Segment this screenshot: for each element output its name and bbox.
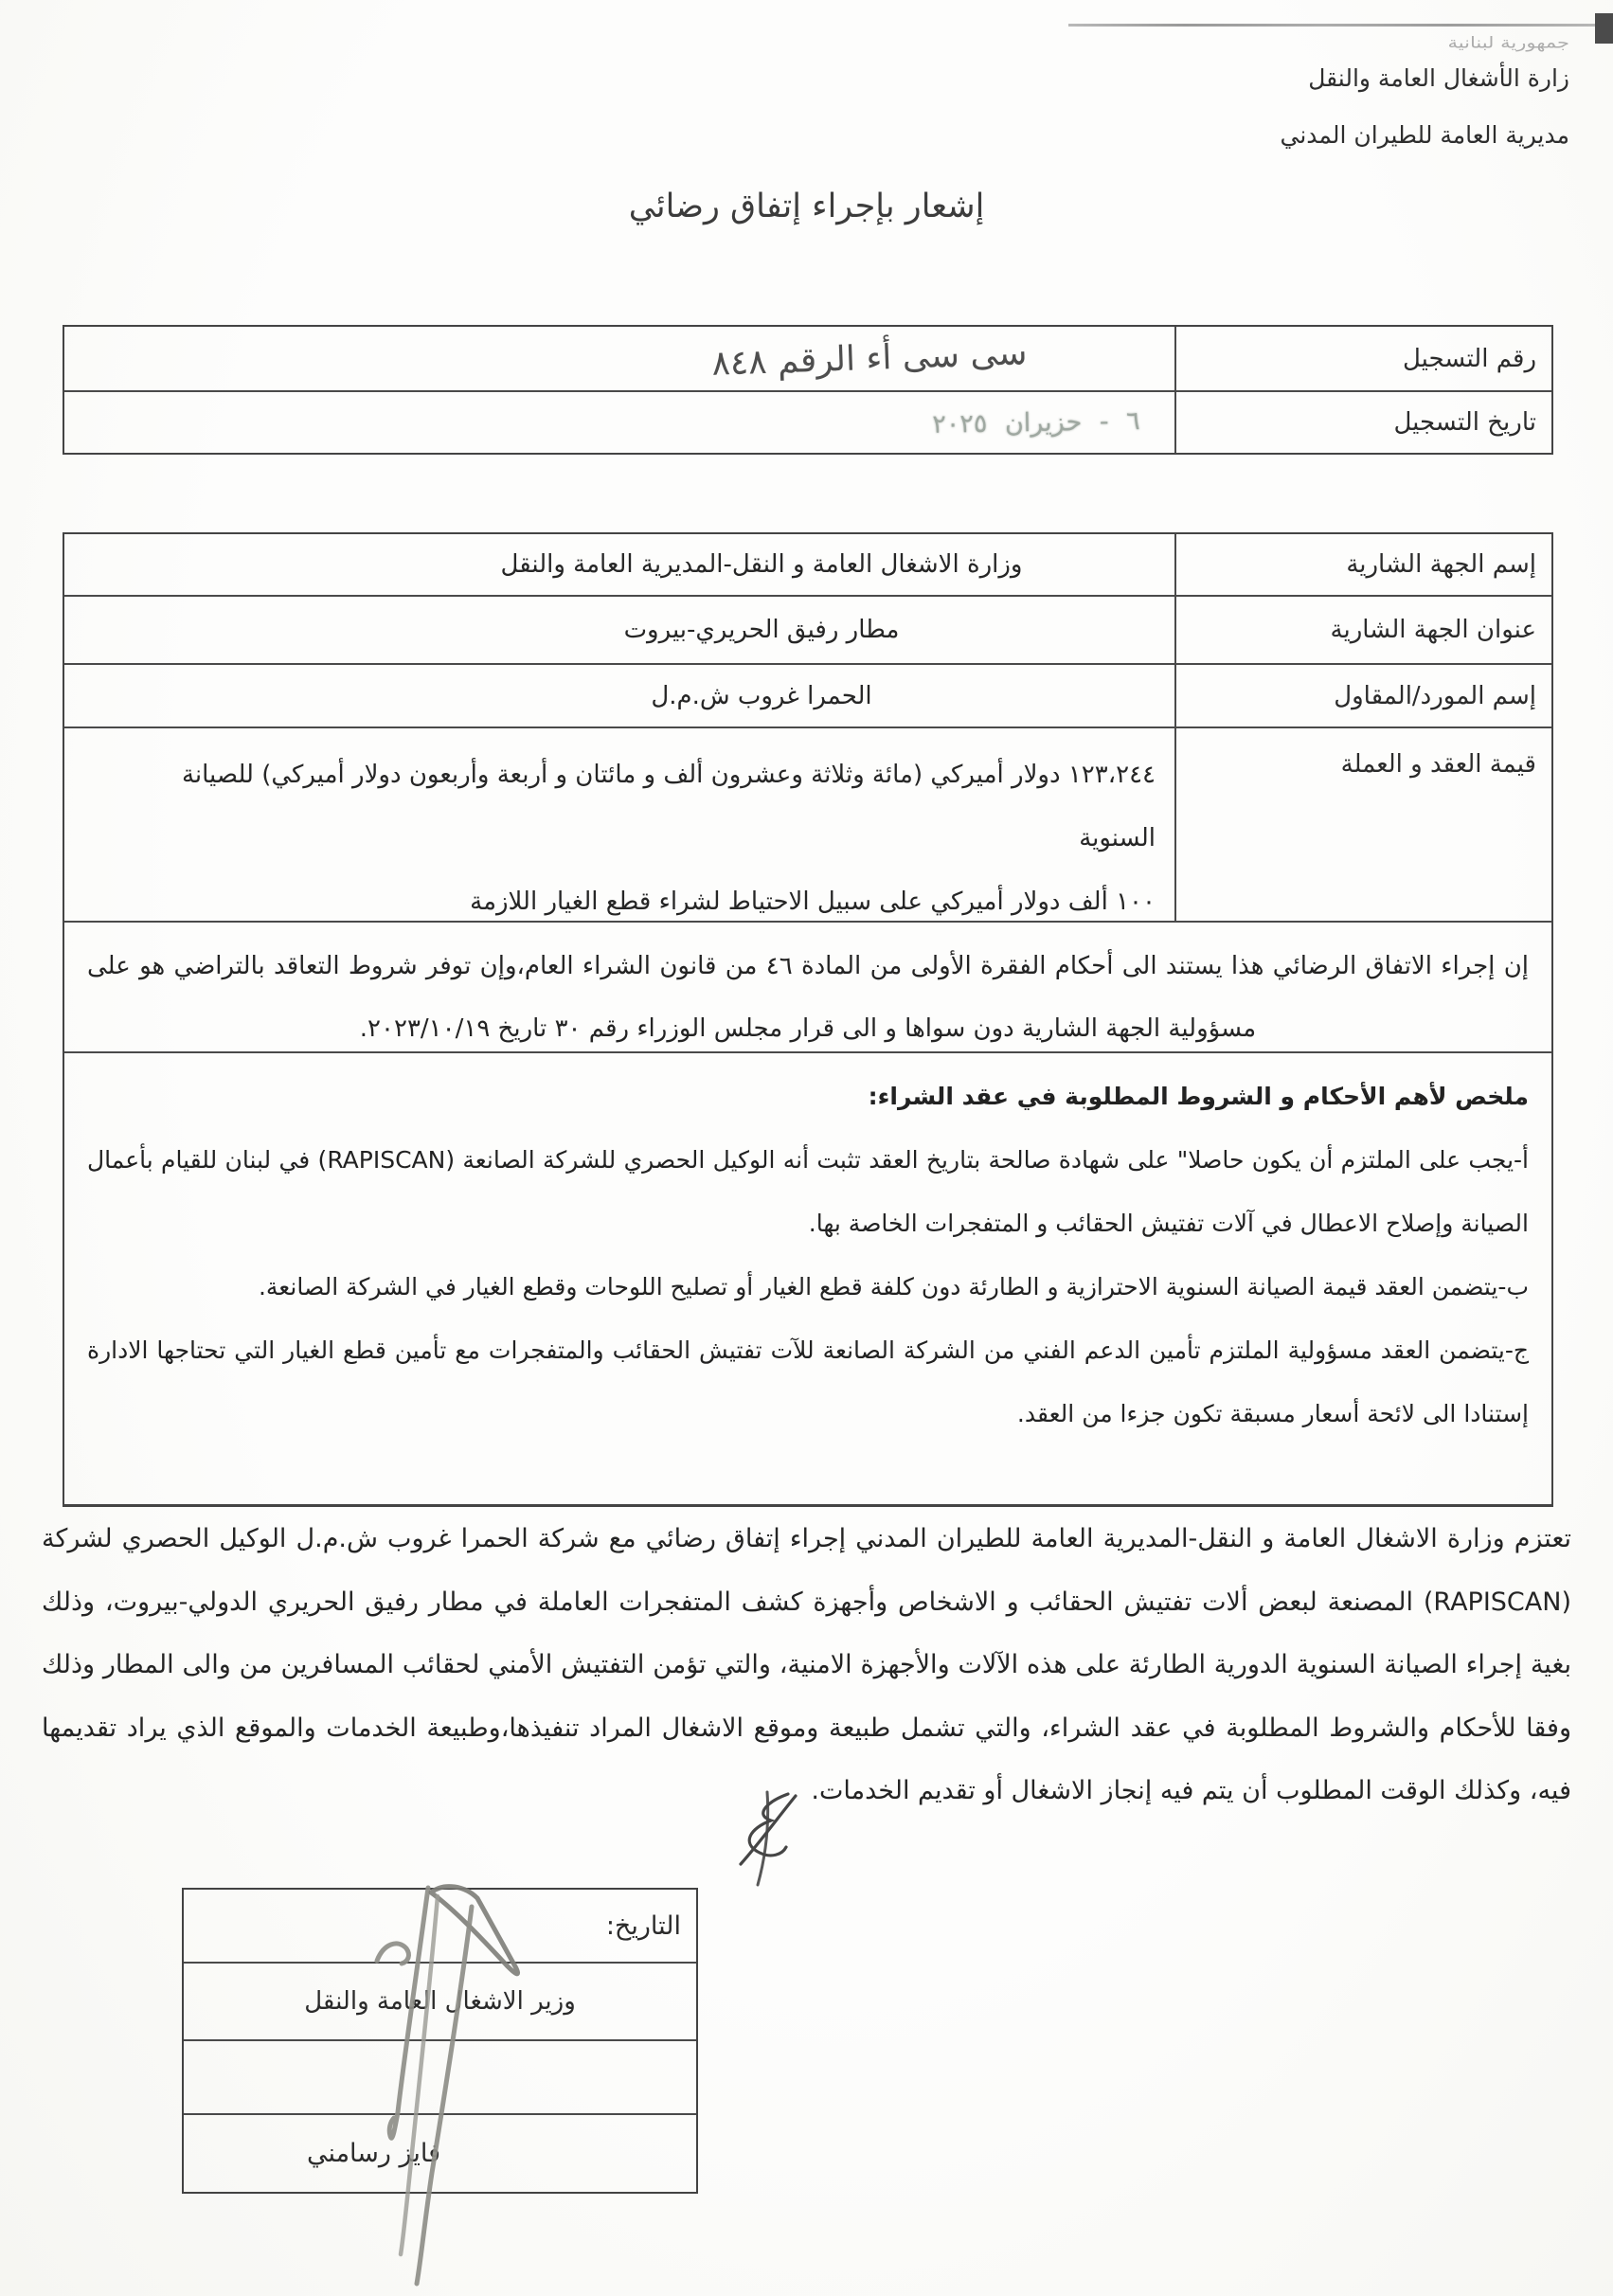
contract-value-annual-maintenance: ١٢٣،٢٤٤ دولار أميركي (مائة وثلاثة وعشرون ألف و مائتان و أربعة وأربعون دولار أميركي) للصيانة السنوية xyxy=(181,761,1156,852)
registration-date-row xyxy=(64,392,1551,453)
supplier-name-row xyxy=(64,665,1551,728)
supplier-name-label: إسم المورد/المقاول xyxy=(1174,665,1551,726)
buyer-name-row xyxy=(64,534,1551,597)
registration-number-value-cell xyxy=(64,327,1174,390)
letterhead-directorate-line: مديرية العامة للطيران المدني xyxy=(1280,121,1569,149)
registration-number-row xyxy=(64,327,1551,392)
registration-date-label: تاريخ التسجيل xyxy=(1174,392,1551,453)
document-title: إشعار بإجراء إتفاق رضائي xyxy=(628,188,985,225)
buyer-address-row xyxy=(64,597,1551,665)
terms-summary-heading: ملخص لأهم الأحكام و الشروط المطلوبة في عقد الشراء: xyxy=(868,1083,1529,1110)
minister-name: فايز رسامني xyxy=(306,2139,441,2168)
terms-summary-row xyxy=(64,1053,1551,1504)
terms-summary-item-c: ج-يتضمن العقد مسؤولية الملتزم تأمين الدعم الفني من الشركة الصانعة للآت تفتيش الحقائب والمتفجرات مع تأمين قطع الغيار التي تحتاجها الادارة إستنادا الى لائحة أسعار مسبقة تكون جزءا من العقد. xyxy=(87,1336,1529,1427)
contract-value-label: قيمة العقد و العملة xyxy=(1174,728,1551,921)
buyer-name-value: وزارة الاشغال العامة و النقل-المديرية العامة والنقل xyxy=(500,550,1023,579)
scan-artifact-line xyxy=(1068,24,1596,27)
legal-basis-row xyxy=(64,923,1551,1053)
signature-date-label: التاريخ: xyxy=(605,1910,681,1941)
signature-empty-row xyxy=(184,2041,696,2115)
contract-details-table xyxy=(63,532,1553,1507)
terms-summary-item-a: أ-يجب على الملتزم أن يكون حاصلا" على شهادة صالحة بتاريخ العقد تثبت أنه الوكيل الحصري للشركة الصانعة (RAPISCAN) في لبنان للقيام بأعمال الصيانة وإصلاح الاعطال في آلات تفتيش الحقائب و المتفجرات الخاصة بها. xyxy=(87,1146,1529,1237)
scan-artifact-corner-mark xyxy=(1595,13,1613,44)
terms-summary xyxy=(64,1053,1551,1445)
letterhead-ministry-line: زارة الأشغال العامة والنقل xyxy=(1308,64,1569,92)
letterhead-country-line: جمهورية لبنانية xyxy=(1447,33,1569,52)
contract-value-spare-parts-reserve: ١٠٠ ألف دولار أميركي على سبيل الاحتياط لشراء قطع الغيار اللازمة xyxy=(470,888,1156,916)
registration-table xyxy=(63,325,1553,455)
contract-value-cell xyxy=(64,728,1174,921)
intent-paragraph: تعتزم وزارة الاشغال العامة و النقل-المديرية العامة للطيران المدني إجراء إتفاق رضائي مع شركة الحمرا غروب ش.م.ل الوكيل الحصري لشركة (RAPISCAN) المصنعة لبعض ألات تفتيش الحقائب و الاشخاص وأجهزة كشف المتفجرات العاملة في مطار رفيق الحريري الدولي-بيروت، وذلك بغية إجراء الصيانة السنوية الدورية الطارئة على هذه الآلات والأجهزة الامنية، والتي تؤمن التفتيش الأمني لحقائب المسافرين من والى المطار وذلك وفقا للأحكام والشروط المطلوبة في عقد الشراء، والتي تشمل طبيعة وموقع الاشغال المراد تنفيذها،وطبيعة الخدمات والموقع الذي يراد تقديمها فيه، وكذلك الوقت المطلوب أن يتم فيه إنجاز الاشغال أو تقديم الخدمات. xyxy=(42,1524,1571,1805)
contract-value-row xyxy=(64,728,1551,923)
minister-title-row xyxy=(184,1964,696,2041)
supplier-name-value: الحمرا غروب ش.م.ل xyxy=(651,681,872,710)
registration-number-label: رقم التسجيل xyxy=(1174,327,1551,390)
signature-date-row xyxy=(184,1890,696,1964)
registration-date-value-cell xyxy=(64,392,1174,453)
minister-name-row xyxy=(184,2115,696,2192)
registration-number-handwritten: سى سى أء الرقم ٨٤٨ xyxy=(710,333,1029,384)
buyer-address-label: عنوان الجهة الشارية xyxy=(1174,597,1551,663)
letterhead xyxy=(1281,31,1569,149)
terms-summary-item-b: ب-يتضمن العقد قيمة الصيانة السنوية الاحترازية و الطارئة دون كلفة قطع الغيار أو تصليح اللوحات وقطع الغيار في الشركة الصانعة. xyxy=(258,1273,1529,1300)
registration-date-stamp: ٦ - حزيران ٢٠٢٥ xyxy=(932,405,1140,439)
buyer-address-value: مطار رفيق الحريري-بيروت xyxy=(623,616,900,644)
legal-basis-note: إن إجراء الاتفاق الرضائي هذا يستند الى أحكام الفقرة الأولى من المادة ٤٦ من قانون الشراء العام،وإن توفر شروط التعاقد بالتراضي هو على مسؤولية الجهة الشارية دون سواها و الى قرار مجلس الوزراء رقم ٣٠ تاريخ ٢٠٢٣/١٠/١٩. xyxy=(87,952,1530,1043)
signature-table xyxy=(182,1888,698,2194)
buyer-name-label: إسم الجهة الشارية xyxy=(1174,534,1551,595)
minister-title: وزير الاشغال العامة والنقل xyxy=(304,1987,576,2016)
